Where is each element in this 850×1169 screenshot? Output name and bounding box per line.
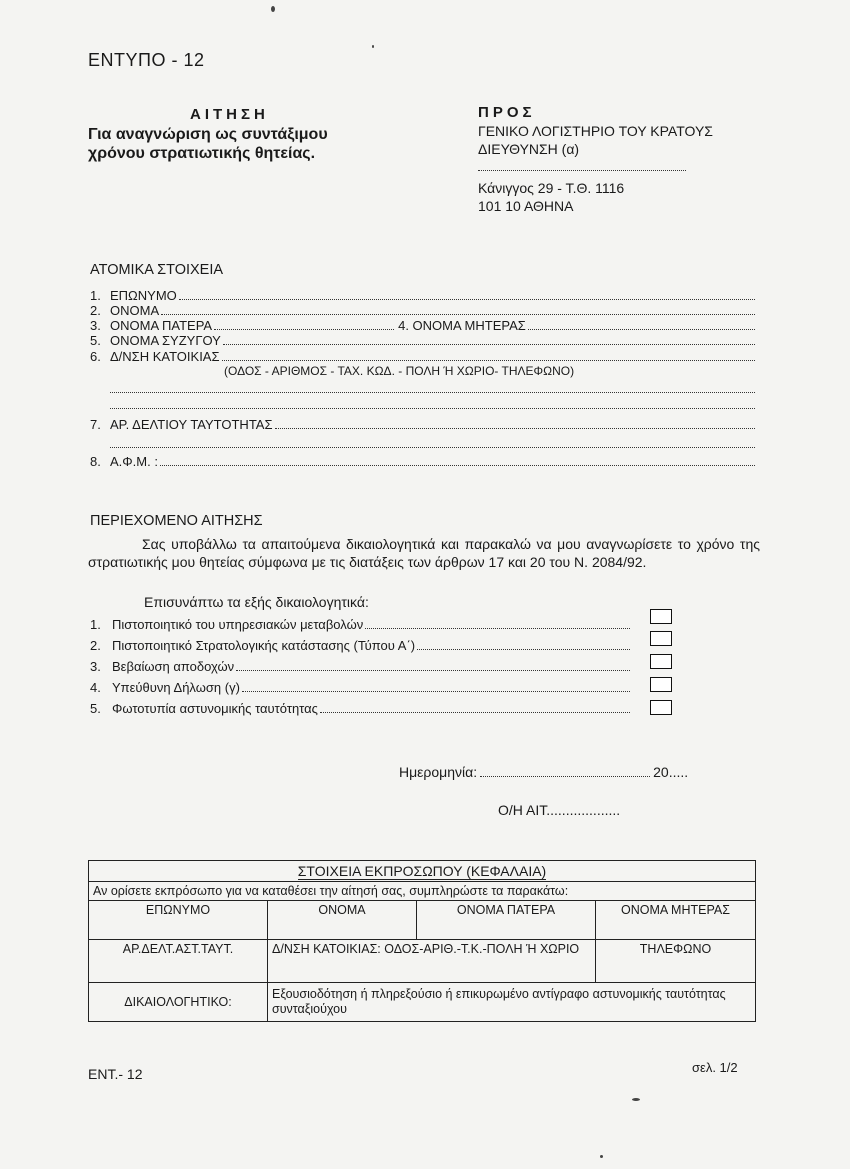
address-extra-line-1[interactable]: [110, 382, 755, 393]
attachment-checkbox-2[interactable]: [650, 631, 672, 646]
attachment-label: Πιστοποιητικό του υπηρεσιακών μεταβολών: [112, 617, 364, 632]
field-spouse-name[interactable]: [90, 333, 755, 349]
attachment-item: [90, 617, 630, 638]
field-label: ΟΝΟΜΑ: [110, 303, 160, 318]
rep-col-id[interactable]: ΑΡ.ΔΕΛΤ.ΑΣΤ.ΤΑΥΤ.: [89, 940, 268, 983]
field-number: 6.: [90, 349, 101, 364]
attachment-number: 1.: [90, 617, 101, 632]
scan-speck: [600, 1155, 603, 1158]
address-hint: (ΟΔΟΣ - ΑΡΙΘΜΟΣ - ΤΑΧ. ΚΩΔ. - ΠΟΛΗ Ή ΧΩΡΙΟ- ΤΗΛΕΦΩΝΟ): [224, 364, 575, 378]
attachment-checkbox-5[interactable]: [650, 700, 672, 715]
attachment-checkbox-4[interactable]: [650, 677, 672, 692]
field-number: 2.: [90, 303, 101, 318]
document-title: ΑΙΤΗΣΗ: [190, 106, 269, 123]
field-number: 7.: [90, 417, 101, 432]
subtitle-line-1: Για αναγνώριση ως συντάξιμου: [88, 126, 328, 143]
attachment-label: Βεβαίωση αποδοχών: [112, 659, 235, 674]
form-code: ΕΝΤΥΠΟ - 12: [88, 50, 205, 70]
personal-fields: [90, 288, 755, 470]
representative-title: ΣΤΟΙΧΕΙΑ ΕΚΠΡΟΣΩΠΟΥ (ΚΕΦΑΛΑΙΑ): [89, 861, 756, 882]
recipient-line-2: ΔΙΕΥΘΥΝΣΗ (α): [478, 141, 580, 157]
attachment-checkbox-3[interactable]: [650, 654, 672, 669]
field-address[interactable]: [90, 349, 755, 364]
representative-table: [88, 860, 756, 1022]
personal-section-title: ΑΤΟΜΙΚΑ ΣΤΟΙΧΕΙΑ: [90, 262, 224, 278]
page-number: σελ. 1/2: [692, 1060, 738, 1075]
attachment-number: 2.: [90, 638, 101, 653]
signature-field[interactable]: Ο/Η ΑΙΤ...................: [498, 802, 621, 818]
field-label: Δ/ΝΣΗ ΚΑΤΟΙΚΙΑΣ: [110, 349, 220, 364]
recipient-block: [478, 104, 713, 215]
date-year: 20.....: [653, 764, 689, 780]
attachment-item: [90, 680, 630, 701]
attachment-label: Φωτοτυπία αστυνομικής ταυτότητας: [112, 701, 318, 716]
attachment-number: 3.: [90, 659, 101, 674]
field-number: 5.: [90, 333, 101, 348]
field-label: ΟΝΟΜΑ ΠΑΤΕΡΑ: [110, 318, 213, 333]
recipient-address-2: 101 10 ΑΘΗΝΑ: [478, 198, 574, 214]
rep-doc-label: ΔΙΚΑΙΟΛΟΓΗΤΙΚΟ:: [89, 983, 268, 1022]
scan-speck: [632, 1098, 640, 1101]
attachment-number: 5.: [90, 701, 101, 716]
rep-col-surname[interactable]: ΕΠΩΝΥΜΟ: [89, 901, 268, 940]
recipient-line-1: ΓΕΝΙΚΟ ΛΟΓΙΣΤΗΡΙΟ ΤΟΥ ΚΡΑΤΟΥΣ: [478, 123, 713, 139]
address-extra-line-2[interactable]: [110, 393, 755, 409]
date-field[interactable]: [399, 764, 688, 780]
rep-col-phone[interactable]: ΤΗΛΕΦΩΝΟ: [596, 940, 756, 983]
field-label: ΟΝΟΜΑ ΣΥΖΥΓΟΥ: [110, 333, 221, 348]
field-id-card[interactable]: [90, 417, 755, 437]
document-subtitle: [88, 125, 328, 163]
content-section-title: ΠΕΡΙΕΧΟΜΕΝΟ ΑΙΤΗΣΗΣ: [90, 513, 263, 529]
date-label: Ημερομηνία:: [399, 764, 478, 780]
attachments-list: [90, 617, 630, 722]
rep-col-name[interactable]: ΟΝΟΜΑ: [268, 901, 417, 940]
field-number: 1.: [90, 288, 101, 303]
request-text: Σας υποβάλλω τα απαιτούμενα δικαιολογητικά και παρακαλώ να μου αναγνωρίσετε το χρόνο της στρατιωτικής μου θητείας σύμφωνα με τις διατάξεις των άρθρων 17 και 20 του Ν. 2084/92.: [88, 536, 760, 570]
rep-col-address[interactable]: Δ/ΝΣΗ ΚΑΤΟΙΚΙΑΣ: ΟΔΟΣ-ΑΡΙΘ.-Τ.Κ.-ΠΟΛΗ Ή ΧΩΡΙΟ: [268, 940, 596, 983]
field-number: 8.: [90, 454, 101, 469]
attachment-checkbox-1[interactable]: [650, 609, 672, 624]
attachment-item: [90, 638, 630, 659]
attachment-label: Υπεύθυνη Δήλωση (γ): [112, 680, 240, 695]
attachment-number: 4.: [90, 680, 101, 695]
field-label-mother: 4. ΟΝΟΜΑ ΜΗΤΕΡΑΣ: [398, 318, 526, 333]
field-surname[interactable]: [90, 288, 755, 303]
rep-doc-text: Εξουσιοδότηση ή πληρεξούσιο ή επικυρωμένο αντίγραφο αστυνομικής ταυτότητας συνταξιούχου: [268, 983, 756, 1022]
rep-col-father[interactable]: ΟΝΟΜΑ ΠΑΤΕΡΑ: [417, 901, 596, 940]
field-name[interactable]: [90, 303, 755, 318]
footer-code: ΕΝΤ.- 12: [88, 1066, 143, 1082]
representative-instruction: Αν ορίσετε εκπρόσωπο για να καταθέσει την αίτησή σας, συμπληρώστε τα παρακάτω:: [89, 882, 756, 901]
recipient-label: ΠΡΟΣ: [478, 104, 536, 121]
rep-col-mother[interactable]: ΟΝΟΜΑ ΜΗΤΕΡΑΣ: [596, 901, 756, 940]
field-father-name[interactable]: [90, 318, 755, 333]
attachment-item: [90, 701, 630, 722]
attachments-intro: Επισυνάπτω τα εξής δικαιολογητικά:: [144, 594, 369, 610]
field-number: 3.: [90, 318, 101, 333]
attachment-label: Πιστοποιητικό Στρατολογικής κατάστασης (Τύπου Α΄): [112, 638, 416, 653]
recipient-dotted-line[interactable]: [478, 158, 686, 171]
scan-speck: [372, 45, 374, 48]
recipient-address-1: Κάνιγγος 29 - Τ.Θ. 1116: [478, 180, 625, 196]
field-label: Α.Φ.Μ. :: [110, 454, 158, 469]
id-extra-line[interactable]: [110, 437, 755, 448]
field-label: ΕΠΩΝΥΜΟ: [110, 288, 177, 303]
field-label: ΑΡ. ΔΕΛΤΙΟΥ ΤΑΥΤΟΤΗΤΑΣ: [110, 417, 273, 432]
attachment-item: [90, 659, 630, 680]
scan-speck: [271, 6, 275, 12]
field-tax-number[interactable]: [90, 454, 755, 470]
subtitle-line-2: χρόνου στρατιωτικής θητείας.: [88, 145, 316, 162]
request-paragraph: [88, 535, 760, 571]
